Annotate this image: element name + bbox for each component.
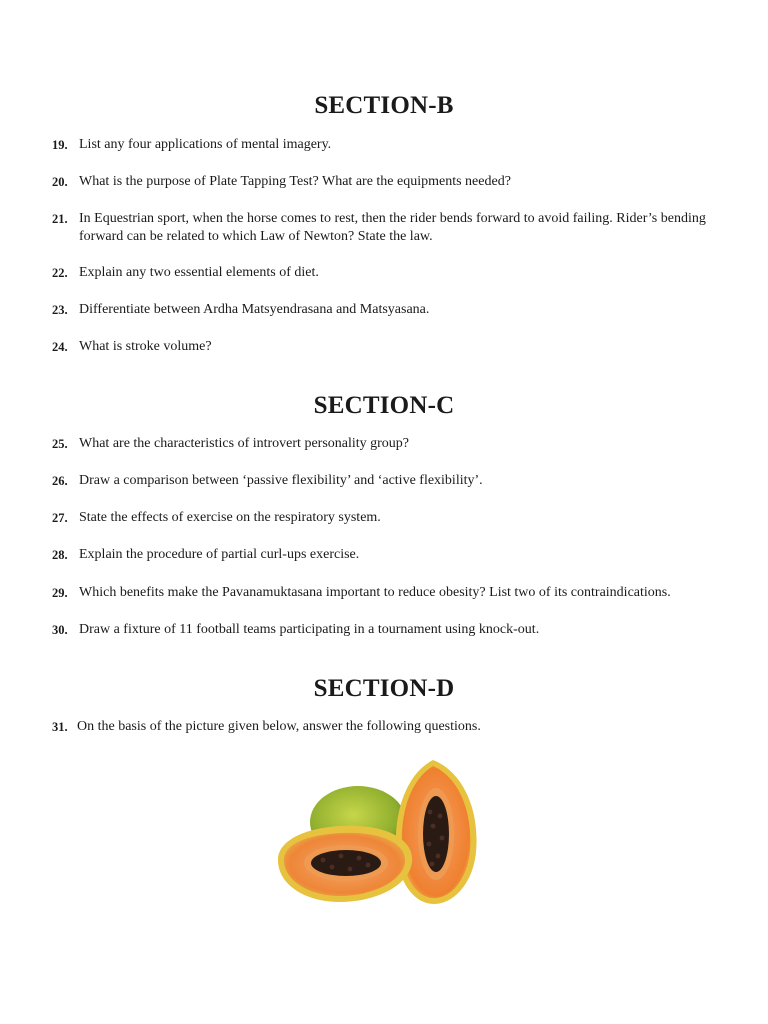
vertical-half-seeds [423,796,449,872]
question-text: Explain any two essential elements of diet. [79,265,319,280]
question-19 [52,136,724,154]
section-c-heading: SECTION-C [313,392,455,419]
question-text: On the basis of the picture given below, answer the following questions. [77,719,481,734]
horizontal-half-seeds [311,850,381,876]
question-number: 23. [52,303,68,317]
question-20 [52,173,724,191]
question-number: 25. [52,437,68,451]
question-number: 24. [52,340,68,354]
question-text: State the effects of exercise on the respiratory system. [79,510,381,525]
question-text: Differentiate between Ardha Matsyendrasana and Matsyasana. [79,302,430,317]
question-22 [52,264,724,282]
question-24 [52,338,724,356]
question-28 [52,546,724,564]
question-number: 20. [52,175,68,189]
question-text: What is the purpose of Plate Tapping Test? What are the equipments needed? [79,174,511,189]
section-b-heading: SECTION-B [314,92,454,119]
question-21 [52,210,724,246]
question-29 [52,584,724,602]
question-number: 28. [52,548,68,562]
question-text: Draw a fixture of 11 football teams participating in a tournament using knock-out. [79,622,540,637]
question-number: 30. [52,623,68,637]
papaya-fruit-icon [268,752,500,918]
question-27 [52,509,724,527]
question-26 [52,472,724,490]
question-31 [52,718,724,736]
question-text: What are the characteristics of introvert personality group? [79,436,410,451]
question-text: List any four applications of mental imagery. [79,137,332,152]
question-25 [52,435,724,453]
question-text: Which benefits make the Pavanamuktasana important to reduce obesity? List two of its contraindications. [79,585,671,600]
question-text: In Equestrian sport, when the horse comes to rest, then the rider bends forward to avoid failing. Rider’s bending forward can be related to which Law of Newton? State the law. [79,211,706,244]
question-number: 31. [52,720,68,734]
question-number: 22. [52,266,68,280]
question-23 [52,301,724,319]
question-number: 29. [52,586,68,600]
question-text: Draw a comparison between ‘passive flexibility’ and ‘active flexibility’. [79,473,483,488]
question-30 [52,621,724,639]
section-d-heading: SECTION-D [313,675,455,702]
question-number: 26. [52,474,68,488]
question-number: 19. [52,138,68,152]
question-text: Explain the procedure of partial curl-ups exercise. [79,547,360,562]
question-text: What is stroke volume? [79,339,212,354]
question-number: 27. [52,511,68,525]
question-number: 21. [52,212,68,226]
